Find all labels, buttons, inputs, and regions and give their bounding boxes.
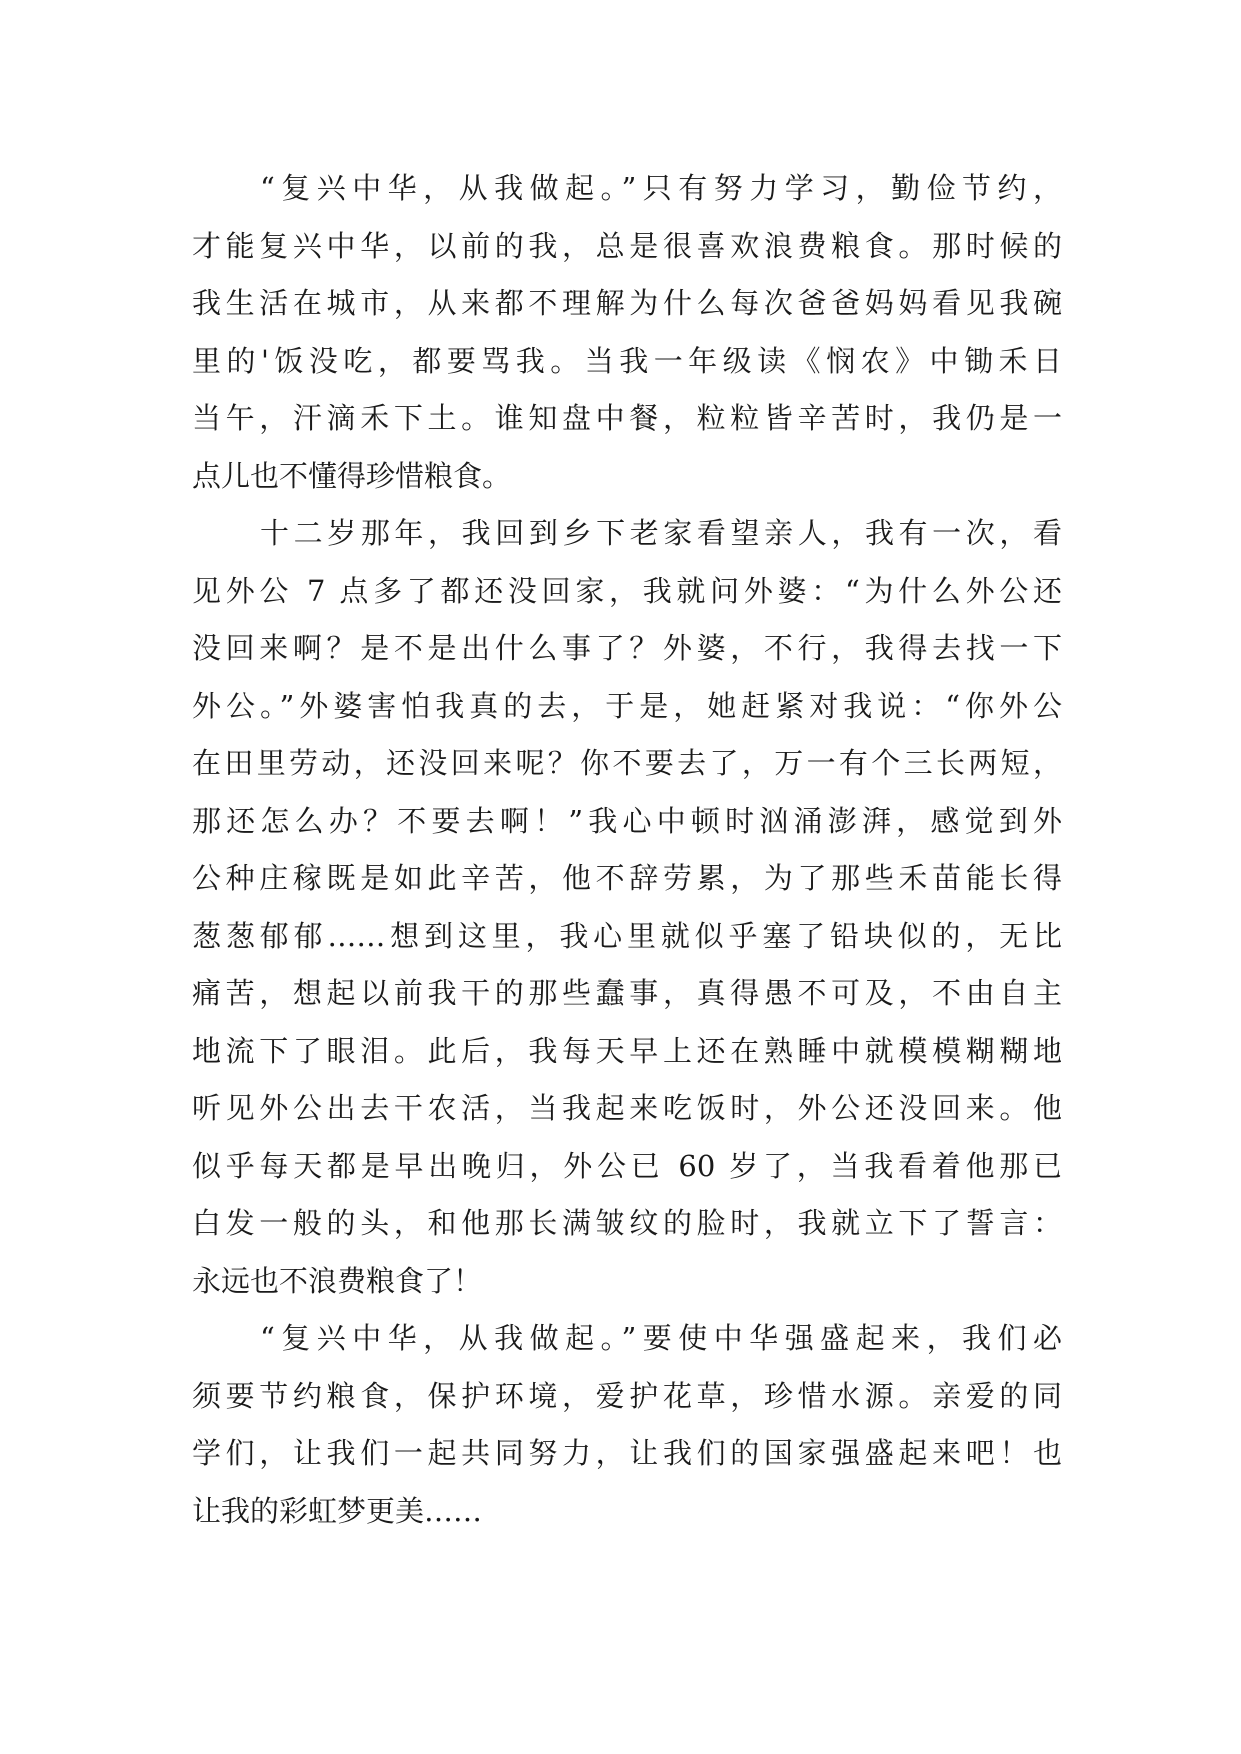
paragraph-1 (192, 160, 1062, 505)
text-line: “复兴中华，从我做起。”要使中华强盛起来，我们必 (260, 1321, 1062, 1355)
document-body (192, 160, 1062, 1540)
paragraph-3 (192, 1310, 1062, 1540)
text-line: 永远也不浪费粮食了！ (192, 1263, 483, 1298)
text-line: 才能复兴中华，以前的我，总是很喜欢浪费粮食。那时候的 (192, 228, 1062, 263)
text-line: 让我的彩虹梦更美…… (192, 1493, 483, 1528)
text-line: 见外公 7 点多了都还没回家，我就问外婆：“为什么外公还 (192, 573, 1062, 608)
text-line: 点儿也不懂得珍惜粮食。 (192, 458, 512, 493)
text-line: 地流下了眼泪。此后，我每天早上还在熟睡中就模模糊糊地 (192, 1033, 1062, 1068)
text-line: 白发一般的头，和他那长满皱纹的脸时，我就立下了誓言： (192, 1206, 1062, 1240)
text-line: 似乎每天都是早出晚归，外公已 60 岁了，当我看着他那已 (192, 1148, 1062, 1183)
paragraph-2 (192, 505, 1062, 1310)
text-line: 公种庄稼既是如此辛苦，他不辞劳累，为了那些禾苗能长得 (192, 861, 1062, 895)
text-line: 学们，让我们一起共同努力，让我们的国家强盛起来吧！也 (192, 1436, 1062, 1470)
text-line: 十二岁那年，我回到乡下老家看望亲人，我有一次，看 (260, 516, 1062, 550)
text-line: 外公。”外婆害怕我真的去，于是，她赶紧对我说：“你外公 (192, 688, 1062, 723)
text-line: 在田里劳动，还没回来呢？你不要去了，万一有个三长两短， (192, 746, 1062, 780)
text-line: 我生活在城市，从来都不理解为什么每次爸爸妈妈看见我碗 (192, 286, 1062, 320)
text-line: 那还怎么办？不要去啊！”我心中顿时汹涌澎湃，感觉到外 (192, 803, 1062, 838)
text-line: 没回来啊？是不是出什么事了？外婆，不行，我得去找一下 (192, 631, 1062, 665)
text-line: 当午，汗滴禾下土。谁知盘中餐，粒粒皆辛苦时，我仍是一 (192, 401, 1062, 435)
text-line: 葱葱郁郁……想到这里，我心里就似乎塞了铅块似的，无比 (192, 918, 1062, 953)
text-line: “复兴中华，从我做起。”只有努力学习，勤俭节约， (260, 171, 1062, 205)
text-line: 痛苦，想起以前我干的那些蠢事，真得愚不可及，不由自主 (192, 976, 1062, 1010)
text-line: 听见外公出去干农活，当我起来吃饭时，外公还没回来。他 (192, 1091, 1062, 1125)
text-line: 里的'饭没吃，都要骂我。当我一年级读《悯农》中锄禾日 (192, 343, 1062, 378)
text-line: 须要节约粮食，保护环境，爱护花草，珍惜水源。亲爱的同 (192, 1378, 1062, 1413)
